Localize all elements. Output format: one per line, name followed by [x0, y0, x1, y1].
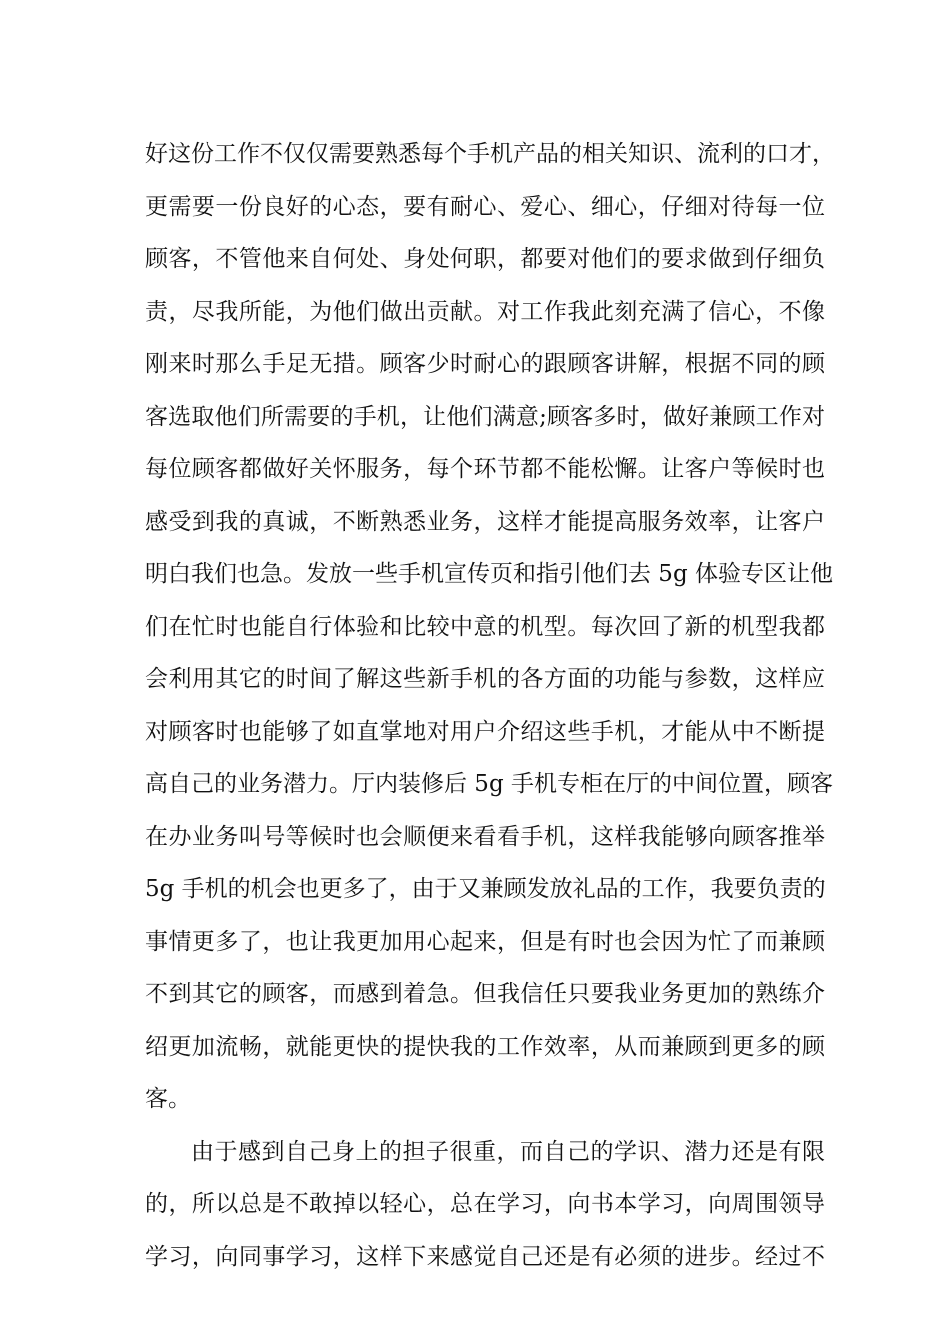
text-line: 对顾客时也能够了如直掌地对用户介绍这些手机，才能从中不断提 — [145, 718, 825, 745]
text-line: 们在忙时也能自行体验和比较中意的机型。每次回了新的机型我都 — [145, 613, 825, 640]
text-line: 更需要一份良好的心态，要有耐心、爱心、细心，仔细对待每一位 — [145, 193, 825, 220]
text-line: 刚来时那么手足无措。顾客少时耐心的跟顾客讲解，根据不同的顾 — [145, 351, 825, 377]
text-line: 不到其它的顾客，而感到着急。但我信任只要我业务更加的熟练介 — [145, 981, 825, 1007]
text-line: 会利用其它的时间了解这些新手机的各方面的功能与参数，这样应 — [145, 666, 825, 692]
text-line: 每位顾客都做好关怀服务，每个环节都不能松懈。让客户等候时也 — [145, 456, 825, 482]
paragraph — [145, 1126, 825, 1284]
text-line: 在办业务叫号等候时也会顺便来看看手机，这样我能够向顾客推举 — [145, 823, 825, 850]
text-line: 高自己的业务潜力。厅内装修后 5g 手机专柜在厅的中间位置，顾客 — [145, 771, 833, 797]
text-line: 顾客，不管他来自何处、身处何职，都要对他们的要求做到仔细负 — [145, 246, 825, 272]
text-line: 好这份工作不仅仅需要熟悉每个手机产品的相关知识、流利的口才， — [145, 141, 835, 167]
text-line: 的，所以总是不敢掉以轻心，总在学习，向书本学习，向周围领导 — [145, 1191, 825, 1217]
text-line: 客。 — [145, 1086, 191, 1112]
paragraph — [145, 128, 835, 1126]
document-body — [145, 128, 835, 1283]
text-line: 5g 手机的机会也更多了，由于又兼顾发放礼品的工作，我要负责的 — [145, 876, 826, 902]
text-line: 感受到我的真诚，不断熟悉业务，这样才能提高服务效率，让客户 — [145, 508, 825, 535]
text-line: 绍更加流畅，就能更快的提快我的工作效率，从而兼顾到更多的顾 — [145, 1033, 825, 1060]
text-line: 由于感到自己身上的担子很重，而自己的学识、潜力还是有限 — [191, 1138, 825, 1165]
text-line: 学习，向同事学习，这样下来感觉自己还是有必须的进步。经过不 — [145, 1243, 825, 1270]
text-line: 事情更多了，也让我更加用心起来，但是有时也会因为忙了而兼顾 — [145, 928, 825, 955]
text-line: 明白我们也急。发放一些手机宣传页和指引他们去 5g 体验专区让他 — [145, 561, 833, 587]
text-line: 客选取他们所需要的手机，让他们满意;顾客多时，做好兼顾工作对 — [145, 403, 825, 430]
text-line: 责，尽我所能，为他们做出贡献。对工作我此刻充满了信心，不像 — [145, 298, 825, 325]
